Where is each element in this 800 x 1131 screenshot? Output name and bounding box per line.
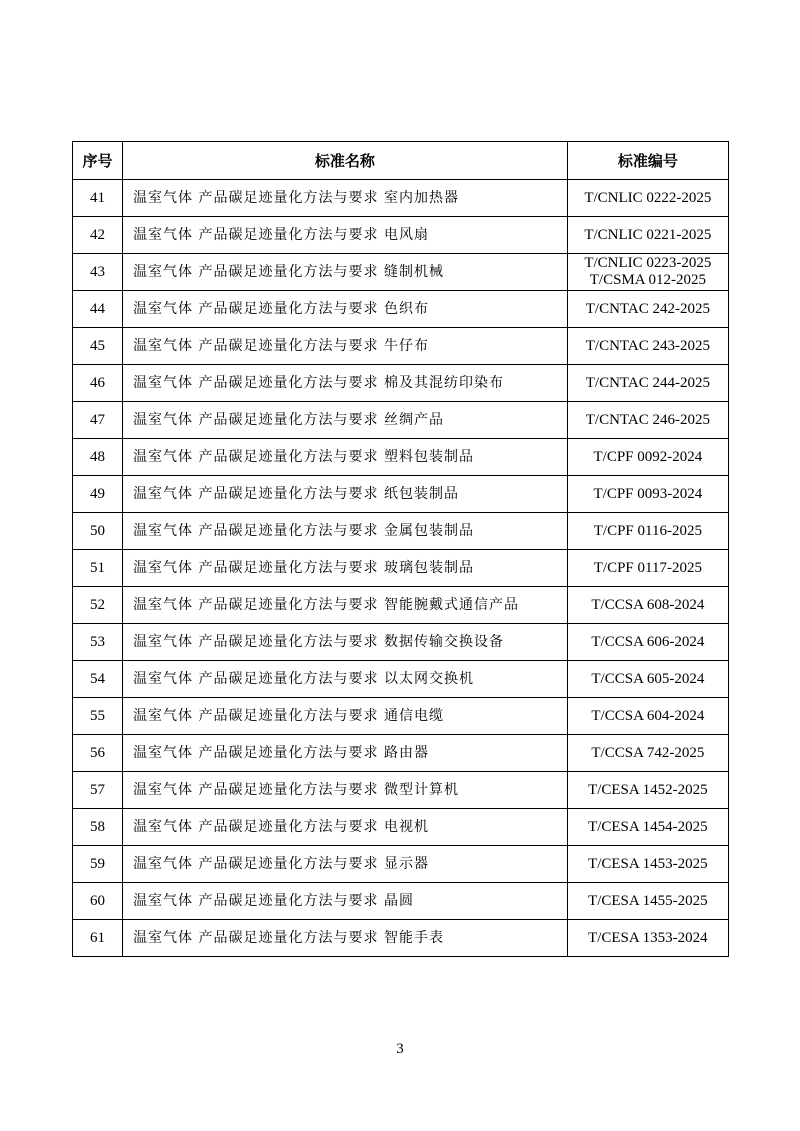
table-row (73, 365, 729, 402)
standard-code: T/CESA 1452-2025 (588, 781, 708, 798)
standard-code-cell (567, 513, 728, 550)
standard-code: T/CCSA 742-2025 (591, 744, 705, 761)
standard-code-cell (567, 735, 728, 772)
table-row (73, 513, 729, 550)
standard-code-cell (567, 254, 728, 291)
standard-code: T/CPF 0093-2024 (593, 485, 703, 502)
standard-code-cell (567, 920, 728, 957)
standard-code: T/CESA 1455-2025 (588, 892, 708, 909)
table-body (73, 180, 729, 957)
standard-code-cell (567, 550, 728, 587)
standard-code-cell (567, 328, 728, 365)
standard-code-cell (567, 846, 728, 883)
standard-name-cell: 温室气体 产品碳足迹量化方法与要求 通信电缆 (123, 698, 568, 735)
serial-number-cell: 60 (73, 883, 123, 920)
standard-code-cell (567, 883, 728, 920)
standard-code: T/CNTAC 243-2025 (585, 337, 710, 354)
table-row (73, 476, 729, 513)
serial-number-cell: 58 (73, 809, 123, 846)
standard-code-cell (567, 661, 728, 698)
standard-name-cell: 温室气体 产品碳足迹量化方法与要求 色织布 (123, 291, 568, 328)
standard-code: T/CCSA 608-2024 (591, 596, 705, 613)
standard-code-cell (567, 180, 728, 217)
standard-code: T/CNTAC 244-2025 (585, 374, 710, 391)
serial-number-cell: 47 (73, 402, 123, 439)
table-row (73, 883, 729, 920)
standard-name-cell: 温室气体 产品碳足迹量化方法与要求 塑料包装制品 (123, 439, 568, 476)
standard-code: T/CPF 0117-2025 (593, 559, 702, 576)
standard-code: T/CNLIC 0221-2025 (584, 226, 712, 243)
serial-number-cell: 50 (73, 513, 123, 550)
standard-code-cell (567, 587, 728, 624)
standard-name-cell: 温室气体 产品碳足迹量化方法与要求 丝绸产品 (123, 402, 568, 439)
standard-code-cell (567, 365, 728, 402)
serial-number-cell: 45 (73, 328, 123, 365)
header-standard-code: 标准编号 (567, 142, 728, 180)
table-row (73, 439, 729, 476)
serial-number-cell: 46 (73, 365, 123, 402)
header-standard-name: 标准名称 (123, 142, 568, 180)
standard-code: T/CPF 0092-2024 (593, 448, 703, 465)
table-row (73, 550, 729, 587)
table-row (73, 254, 729, 291)
table-row (73, 291, 729, 328)
standards-table (72, 141, 729, 957)
table-row (73, 328, 729, 365)
serial-number-cell: 42 (73, 217, 123, 254)
standard-code: T/CNTAC 242-2025 (585, 300, 710, 317)
table-row (73, 809, 729, 846)
standard-code: T/CCSA 605-2024 (591, 670, 705, 687)
standard-code: T/CNLIC 0223-2025 (584, 255, 712, 271)
standard-code-cell (567, 809, 728, 846)
standard-code: T/CNTAC 246-2025 (585, 411, 710, 428)
standard-code: T/CESA 1453-2025 (588, 855, 708, 872)
standard-code-cell (567, 291, 728, 328)
table-row (73, 217, 729, 254)
standard-code-cell (567, 402, 728, 439)
serial-number-cell: 48 (73, 439, 123, 476)
serial-number-cell: 49 (73, 476, 123, 513)
standard-code-cell (567, 772, 728, 809)
serial-number-cell: 57 (73, 772, 123, 809)
standard-name-cell: 温室气体 产品碳足迹量化方法与要求 路由器 (123, 735, 568, 772)
standard-code-cell (567, 698, 728, 735)
standard-name-cell: 温室气体 产品碳足迹量化方法与要求 电视机 (123, 809, 568, 846)
standard-name-cell: 温室气体 产品碳足迹量化方法与要求 纸包装制品 (123, 476, 568, 513)
standard-code: T/CCSA 604-2024 (591, 707, 705, 724)
serial-number-cell: 61 (73, 920, 123, 957)
standard-name-cell: 温室气体 产品碳足迹量化方法与要求 以太网交换机 (123, 661, 568, 698)
standard-name-cell: 温室气体 产品碳足迹量化方法与要求 室内加热器 (123, 180, 568, 217)
table-row (73, 735, 729, 772)
table-row (73, 920, 729, 957)
table-header-row (73, 142, 729, 180)
standard-code: T/CNLIC 0222-2025 (584, 189, 712, 206)
serial-number-cell: 53 (73, 624, 123, 661)
serial-number-cell: 44 (73, 291, 123, 328)
standard-code-cell (567, 624, 728, 661)
standard-name-cell: 温室气体 产品碳足迹量化方法与要求 牛仔布 (123, 328, 568, 365)
standard-name-cell: 温室气体 产品碳足迹量化方法与要求 缝制机械 (123, 254, 568, 291)
table-row (73, 846, 729, 883)
table-row (73, 180, 729, 217)
standard-code-cell (567, 439, 728, 476)
standard-code-cell (567, 476, 728, 513)
standard-name-cell: 温室气体 产品碳足迹量化方法与要求 晶圆 (123, 883, 568, 920)
standard-code: T/CCSA 606-2024 (591, 633, 705, 650)
header-serial-number: 序号 (73, 142, 123, 180)
table-row (73, 587, 729, 624)
standard-name-cell: 温室气体 产品碳足迹量化方法与要求 智能腕戴式通信产品 (123, 587, 568, 624)
table-row (73, 661, 729, 698)
standard-code: T/CPF 0116-2025 (593, 522, 702, 539)
table-row (73, 698, 729, 735)
standard-name-cell: 温室气体 产品碳足迹量化方法与要求 数据传输交换设备 (123, 624, 568, 661)
serial-number-cell: 59 (73, 846, 123, 883)
serial-number-cell: 43 (73, 254, 123, 291)
standard-code: T/CESA 1353-2024 (588, 929, 708, 946)
table-row (73, 402, 729, 439)
serial-number-cell: 56 (73, 735, 123, 772)
standard-name-cell: 温室气体 产品碳足迹量化方法与要求 微型计算机 (123, 772, 568, 809)
table-row (73, 772, 729, 809)
standard-name-cell: 温室气体 产品碳足迹量化方法与要求 玻璃包装制品 (123, 550, 568, 587)
standard-code-cell (567, 217, 728, 254)
standard-name-cell: 温室气体 产品碳足迹量化方法与要求 金属包装制品 (123, 513, 568, 550)
standard-code: T/CSMA 012-2025 (589, 272, 706, 288)
table-row (73, 624, 729, 661)
standard-code: T/CESA 1454-2025 (588, 818, 708, 835)
standard-name-cell: 温室气体 产品碳足迹量化方法与要求 智能手表 (123, 920, 568, 957)
serial-number-cell: 51 (73, 550, 123, 587)
serial-number-cell: 41 (73, 180, 123, 217)
serial-number-cell: 55 (73, 698, 123, 735)
serial-number-cell: 54 (73, 661, 123, 698)
standard-name-cell: 温室气体 产品碳足迹量化方法与要求 电风扇 (123, 217, 568, 254)
page-number: 3 (396, 1041, 404, 1057)
standard-name-cell: 温室气体 产品碳足迹量化方法与要求 显示器 (123, 846, 568, 883)
serial-number-cell: 52 (73, 587, 123, 624)
standard-name-cell: 温室气体 产品碳足迹量化方法与要求 棉及其混纺印染布 (123, 365, 568, 402)
